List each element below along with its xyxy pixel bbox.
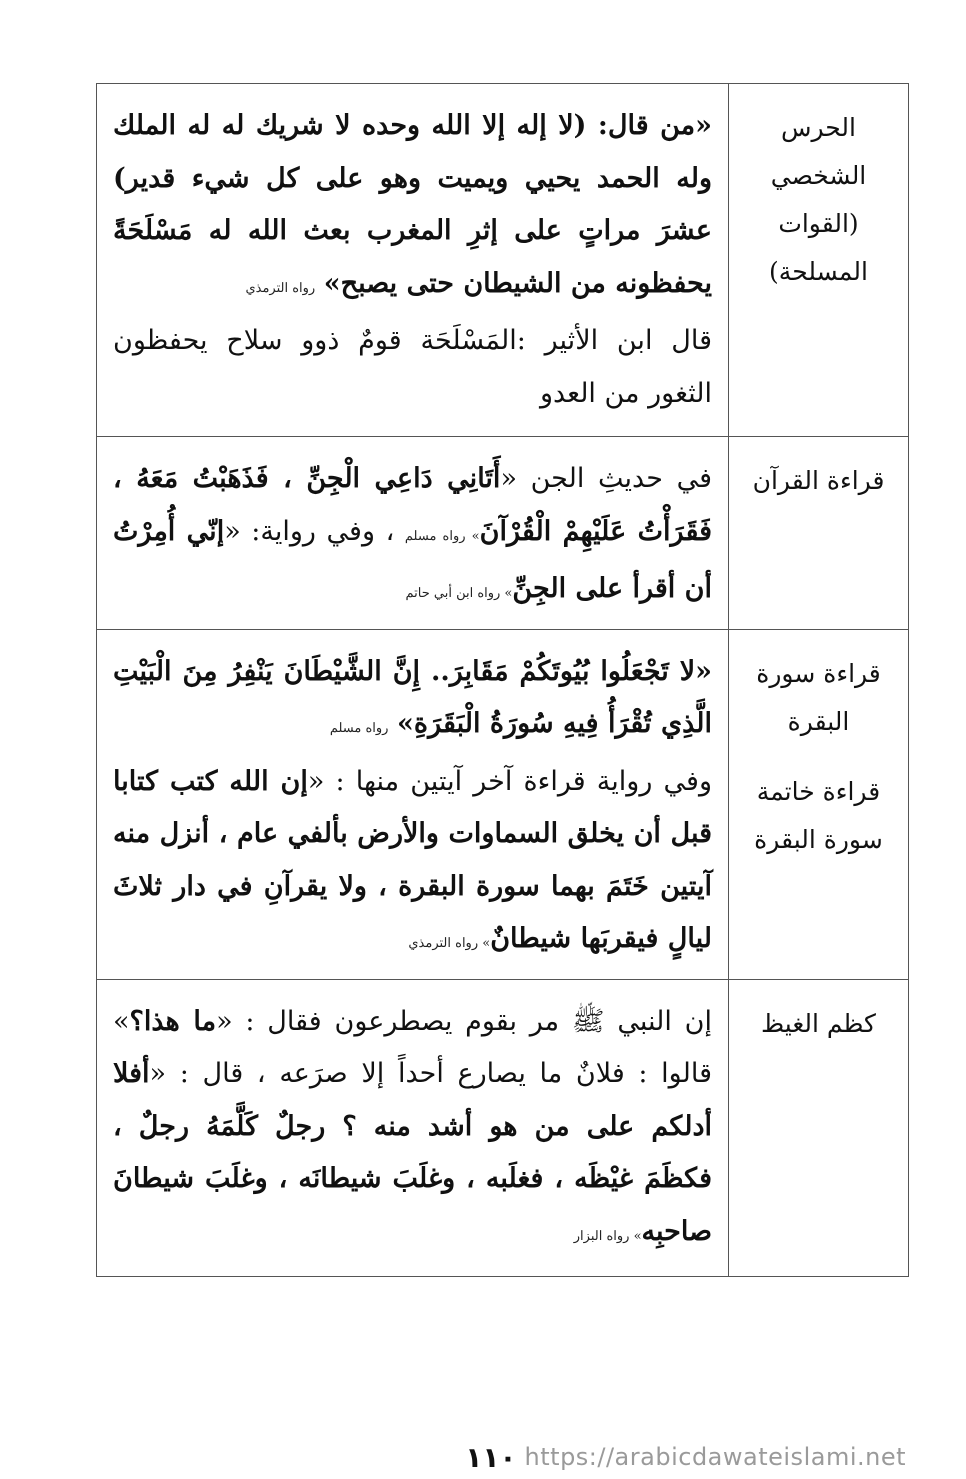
- topic-spacer: [735, 746, 902, 768]
- hadith-text: أَتَانِي دَاعِي الْجِنِّ ، فَذَهَبْتُ مَعَهُ ، فَقَرَأْتُ عَلَيْهِمْ الْقُرْآنَ: [113, 463, 713, 547]
- topic-line: الحرس: [780, 113, 856, 142]
- intro-text: ، وفي رواية: «: [224, 515, 395, 547]
- hadith-source: » رواه ابن أبي حاتم: [405, 586, 513, 601]
- table-row: [97, 84, 909, 437]
- topic-line: سورة البقرة: [754, 824, 883, 854]
- topic-line: كظم الغيظ: [761, 1008, 876, 1038]
- website-url[interactable]: https://arabicdawateislami.net: [524, 1443, 906, 1471]
- hadith-text: إن الله كتب كتابا قبل أن يخلق السماوات والأرض بألفي عام ، أنزل منه آيتين خَتَمَ بهما سورة البقرة ، ولا يقرآنِ في دار ثلاثَ ليالٍ فيقربَها شيطانٌ: [113, 765, 712, 954]
- intro-text: » قالوا : فلانٌ ما يصارع أحداً إلا صرَعه ، قال : «: [113, 1005, 712, 1089]
- table-row: [97, 979, 909, 1276]
- intro-text: في حديثِ الجن «: [500, 463, 712, 494]
- content-cell: [97, 979, 729, 1276]
- topic-cell: [729, 437, 909, 630]
- content-table: [96, 83, 909, 1277]
- topic-cell: [729, 84, 909, 437]
- page-number: ١١٠: [465, 1440, 517, 1474]
- hadith-source: رواه الترمذي: [245, 280, 316, 296]
- hadith-text: «لا تَجْعَلُوا بُيُوتَكُمْ مَقَابِرَ.. إِنَّ الشَّيْطَانَ يَنْفِرُ مِنَ الْبَيْتِ الَّذِي تُقْرَأُ فِيهِ سُورَةُ الْبَقَرَةِ»: [113, 655, 712, 739]
- intro-text: إن النبي ﷺ مر بقوم يصطرعون فقال : «: [216, 1005, 712, 1037]
- content-cell: [97, 437, 729, 630]
- hadith-source: » رواه الترمذي: [408, 936, 491, 951]
- hadith-text: إنّي أُمِرْتُ أن أقرأ على الجِنِّ: [113, 515, 712, 604]
- explanatory-note: قال ابن الأثير :المَسْلَحَة قومٌ ذوو سلاح يحفظون الثغور من العدو: [113, 325, 712, 409]
- topic-line: المسلحة): [769, 257, 868, 286]
- table-row: [97, 437, 909, 630]
- intro-text: وفي رواية قراءة آخر آيتين منها : «: [307, 765, 712, 797]
- topic-cell: [729, 979, 909, 1276]
- hadith-text: أفلا أدلكم على من هو أشد منه ؟ رجلٌ كَلَّمَهُ رجلٌ ، فكظَمَ غيْظَه ، فغلَبه ، وغلَبَ شيطانَه ، وغلَبَ شيطانَ صاحبِه: [113, 1058, 712, 1247]
- topic-line: البقرة: [787, 706, 850, 736]
- topic-cell: [729, 629, 909, 979]
- topic-line: قراءة القرآن: [752, 466, 885, 495]
- hadith-source: » رواه البزار: [573, 1228, 642, 1244]
- topic-line: قراءة سورة: [756, 658, 881, 688]
- topic-line: الشخصي: [770, 161, 867, 190]
- content-cell: [97, 84, 729, 437]
- content-cell: [97, 629, 729, 979]
- page-footer: [400, 1437, 906, 1477]
- hadith-source: رواه مسلم: [329, 721, 389, 736]
- hadith-source: » رواه مسلم: [404, 528, 480, 544]
- hadith-text: «من قال: (لا إله إلا الله وحده لا شريك له له الملك وله الحمد يحيي ويميت وهو على كل شيء قدير) عشرَ مراتٍ على إثرِ المغرب بعث الله له مَسْلَحَةً يحفظونه من الشيطان حتى يصبح»: [113, 110, 712, 299]
- topic-line: (القوات: [778, 209, 859, 238]
- topic-line: قراءة خاتمة: [756, 776, 881, 806]
- hadith-text: ما هذا؟: [129, 1005, 217, 1037]
- table-row: [97, 629, 909, 979]
